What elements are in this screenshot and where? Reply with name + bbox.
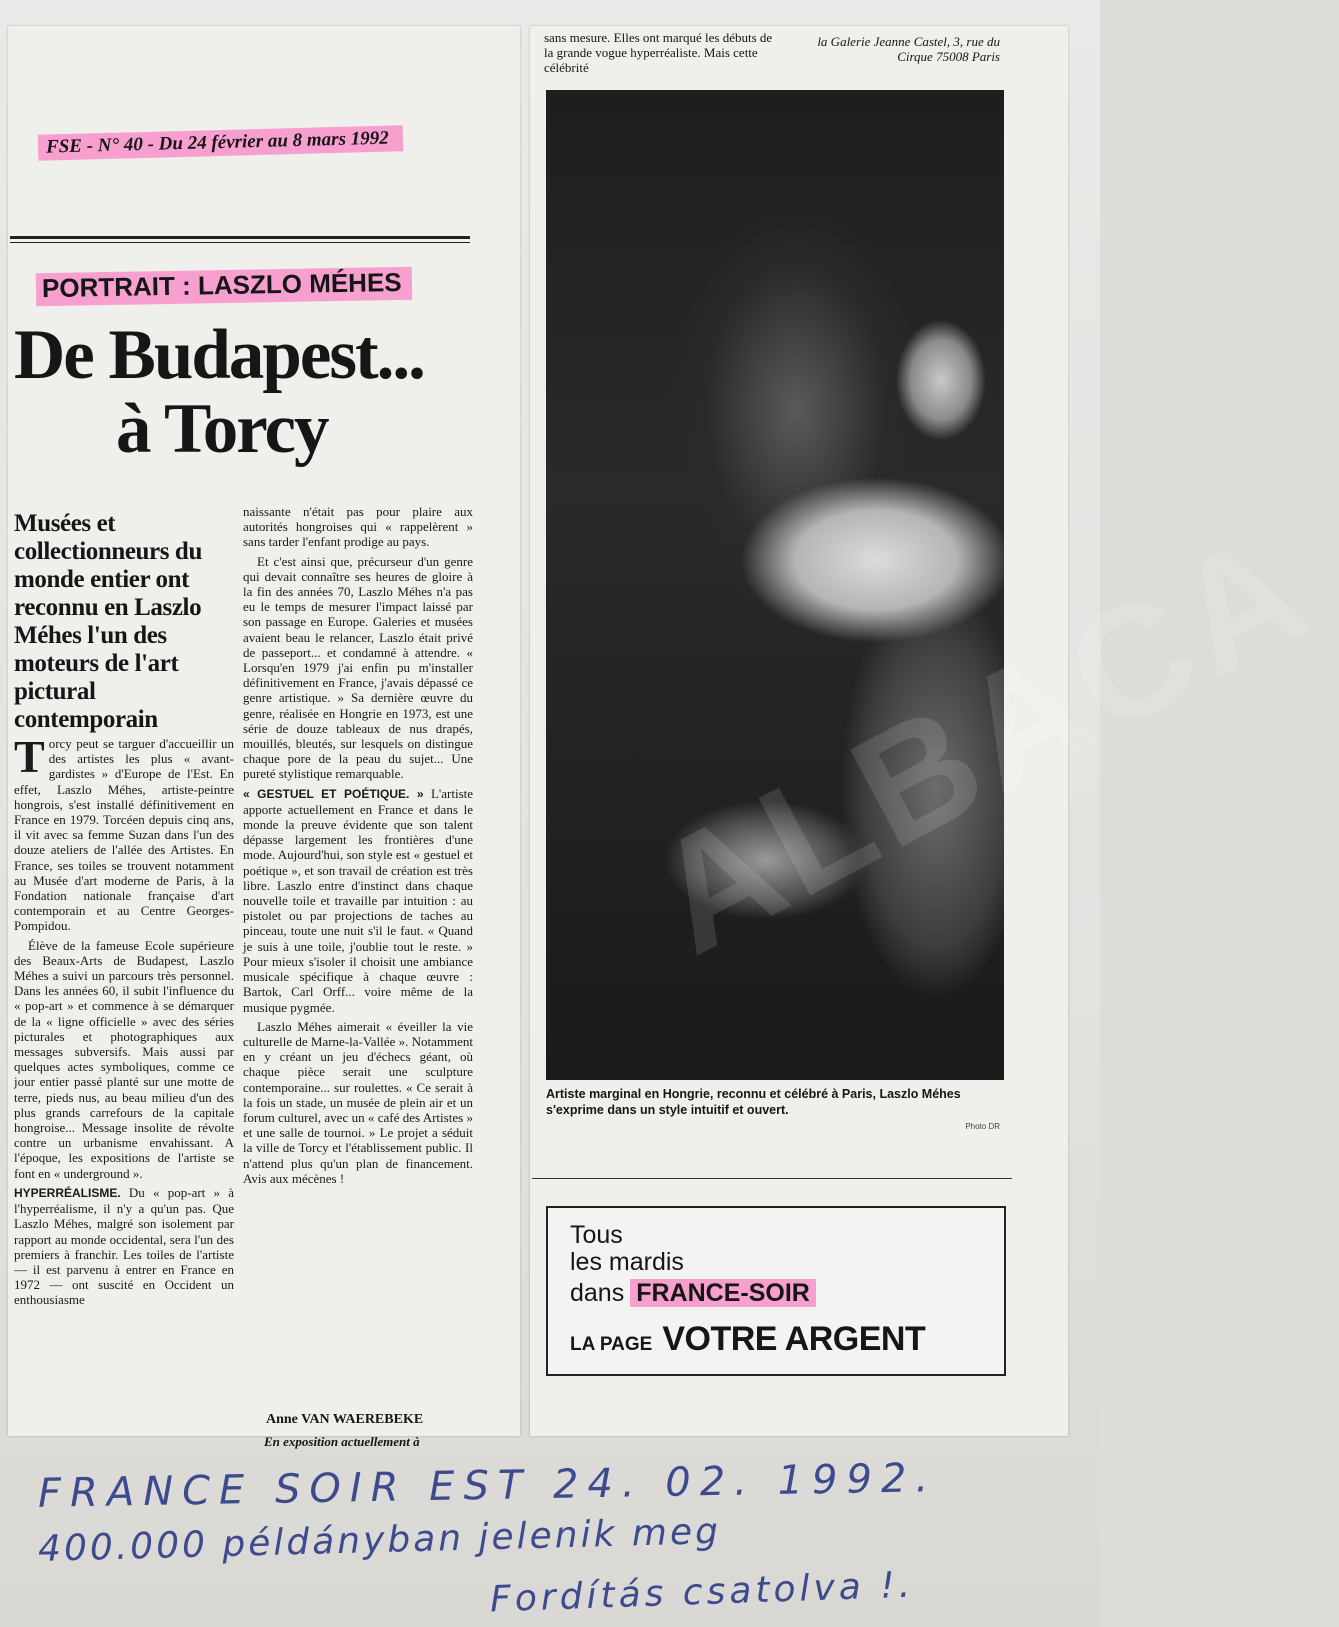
article-column-1: [14, 731, 235, 1312]
advertisement-box: [546, 1206, 1006, 1376]
paragraph: [243, 786, 473, 1015]
ad-line-3-text: dans: [570, 1279, 625, 1307]
artist-photo: [546, 90, 1338, 1080]
photo-clipping: [530, 26, 1338, 1436]
ad-brand: FRANCE-SOIR: [630, 1279, 816, 1307]
headline: [14, 318, 494, 466]
subheading: HYPERRÉALISME.: [14, 1185, 121, 1200]
photo-credit: Photo DR: [965, 1122, 1000, 1131]
exhibition-note: En exposition actuellement à: [264, 1434, 420, 1449]
paragraph: Élève de la fameuse Ecole supérieure des Beaux-Arts de Budapest, Laszlo Méhes a suivi un parcours très personnel. Dans les années 60, il subit l'influence du « pop-art » et commence à se démarquer de la « ligne officielle » avec des séries picturales et photographiques aux messages subversifs. Mais aussi par quelques actes symboliques, comme ce jour entier passé planté sur une motte de terre, pieds nus, au beau milieu d'un des plus grands carrefours de la capitale hongroise... Message insolite de révolte contre un urbanisme envahissant. A l'époque, les expositions de l'artiste se font en « underground ».: [14, 937, 234, 1181]
paragraph: [14, 731, 234, 934]
ad-line-3: [570, 1278, 816, 1308]
standfirst: Musées et collectionneurs du monde entier ont reconnu en Laszlo Méhes l'un des moteurs de l'art pictural contemporain: [14, 510, 202, 733]
divider: [532, 1178, 1012, 1179]
paragraph: [14, 1185, 234, 1308]
paragraph-text: orcy peut se targuer d'accueillir un des artistes les plus « avant-gardistes » d'Europe de l'Est. En effet, Laszlo Méhes, artiste-peintre hongrois, s'est installé définitivement en France en 1979. Torcéen depuis cinq ans, il vit avec sa femme Suzan dans l'un des douze ateliers de l'allée des Artistes. En France, ses toiles se trouvent notamment au Musée d'art moderne de Paris, à la Fondation nationale française d'art contemporain et au Centre Georges-Pompidou.: [14, 736, 234, 934]
subheading: « GESTUEL ET POÉTIQUE. »: [243, 786, 424, 801]
paragraph: naissante n'était pas pour plaire aux autorités hongroises qui « rappelèrent » sans tarder l'enfant prodige au pays.: [243, 504, 473, 550]
photo-caption: Artiste marginal en Hongrie, reconnu et célébré à Paris, Laszlo Méhes s'exprime dans un style intuitif et ouvert.: [546, 1087, 961, 1117]
ad-big-text: VOTRE ARGENT: [662, 1320, 926, 1358]
byline: Anne VAN WAEREBEKE: [266, 1412, 424, 1427]
drop-cap: T: [14, 731, 45, 782]
handwritten-note-3: Fordítás csatolva !.: [489, 1564, 915, 1621]
article-clipping: [8, 26, 520, 1449]
ad-line-1: Tous: [570, 1221, 623, 1249]
gallery-address: la Galerie Jeanne Castel, 3, rue du Cirque 75008 Paris: [817, 34, 1000, 64]
article-continuation: sans mesure. Elles ont marqué les débuts de la grande vogue hyperréaliste. Mais cette célébrité: [544, 30, 773, 75]
handwritten-note-1: FRANCE SOIR EST 24. 02. 1992.: [37, 1455, 938, 1517]
paragraph: Et c'est ainsi que, précurseur d'un genre qui devait connaître ses heures de gloire à la fin des années 70, Laszlo Méhes n'a pas eu le temps de mesurer l'impact laissé par son passage en Europe. Galeries et musées avaient beau le relancer, Laszlo était privé de passeport... et condamné à attendre. « Lorsqu'en 1979 j'ai enfin pu m'installer définitivement en France, j'avais dépassé ce genre artistique. » Sa dernière œuvre du genre, réalisée en Hongrie en 1973, est une série de douze tableaux de nus drapés, mouillés, bleutés, sur lesquels on distingue chaque pore de la peau du sujet... Une pureté stylistique remarquable.: [243, 553, 473, 782]
article-column-2: [243, 504, 473, 1190]
ad-line-2: les mardis: [570, 1248, 684, 1276]
paragraph-text: Du « pop-art » à l'hyperréalisme, il n'y a qu'un pas. Que Laszlo Méhes, malgré son isolement par rapport au monde occidental, sera l'un des premiers à franchir. Les toiles de l'artiste — il est parvenu à entrer en France en 1972 — ont suscité en Occident un enthousiasme: [14, 1184, 235, 1308]
paragraph-text: L'artiste apporte actuellement en France et dans le monde la preuve évidente que son talent dépasse largement les frontières d'une mode. Aujourd'hui, son style est « gestuel et poétique », et son travail de création est très libre. Laszlo entre d'instinct dans chaque nouvelle toile et travaille par intuition : au pistolet ou par projections de taches au pinceau, toute une nuit s'il le faut. « Quand je suis à une toile, j'oublie tout le reste. » Pour mieux s'isoler il choisit une ambiance musicale spécifique à chaque œuvre : Bartok, Carl Orff... voire même de la musique pygmée.: [243, 785, 474, 1015]
paragraph: Laszlo Méhes aimerait « éveiller la vie culturelle de Marne-la-Vallée ». Notamment en y créant un jeu d'échecs géant, où chaque pièce serait une sculpture contemporaine... sur roulettes. « Ce serait à la fois un stade, un musée de plein air et un forum culturel, avec un « café des Artistes » et une salle de tournoi. » Le projet a séduit la ville de Torcy et l'établissement public. Il n'attend plus qu'un plan de financement. Avis aux mécènes !: [243, 1018, 473, 1186]
headline-line-1: De Budapest...: [14, 316, 424, 394]
header-rules: [10, 236, 470, 246]
rubric: PORTRAIT : LASZLO MÉHES: [36, 267, 412, 307]
handwritten-note-2: 400.000 példányban jelenik meg: [37, 1511, 722, 1570]
ad-small-text: LA PAGE: [570, 1334, 653, 1355]
headline-line-2: à Torcy: [116, 390, 328, 468]
ad-line-4: [570, 1320, 925, 1359]
watermark: ALBACA: [625, 495, 1338, 988]
issue-line: FSE - N° 40 - Du 24 février au 8 mars 1992: [38, 125, 403, 161]
